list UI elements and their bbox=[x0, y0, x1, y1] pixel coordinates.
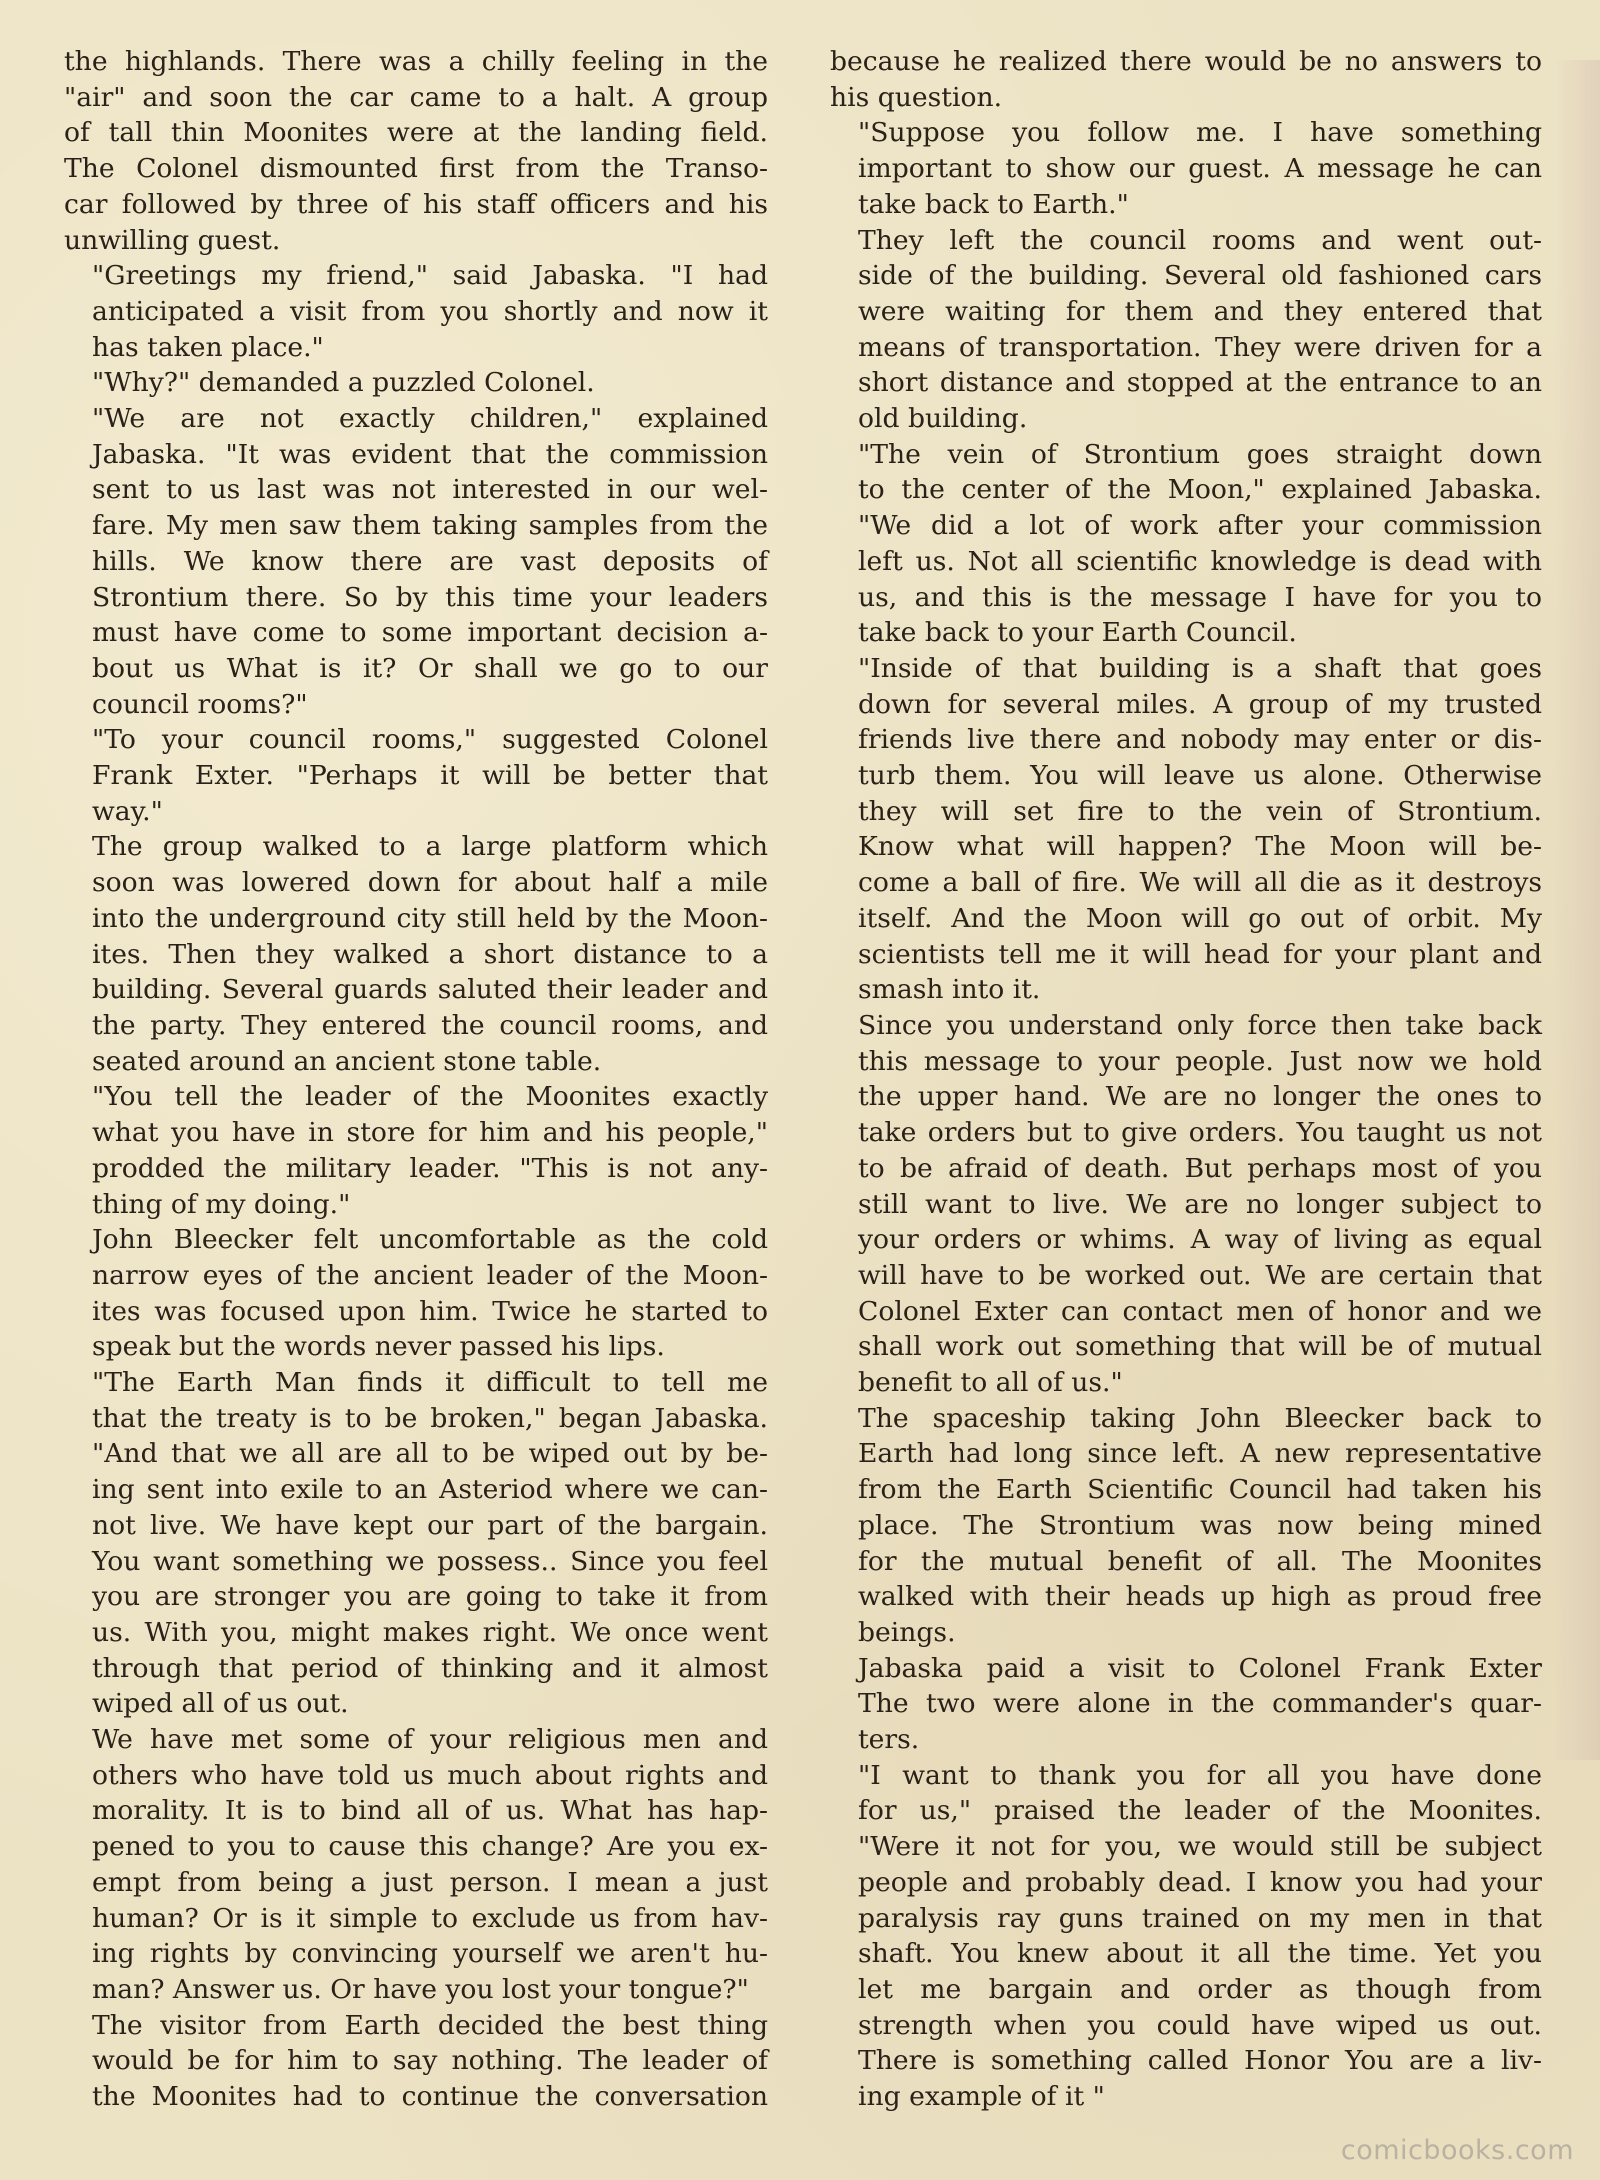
text-line: side of the building. Several old fashioned cars bbox=[858, 260, 1542, 292]
left-column-paragraph bbox=[64, 1222, 768, 1365]
text-line: "The Earth Man finds it difficult to tell me bbox=[92, 1367, 768, 1399]
text-line: scientists tell me it will head for your plant and bbox=[858, 938, 1542, 970]
text-line: benefit to all of us." bbox=[858, 1367, 1123, 1399]
text-line: from the Earth Scientific Council had taken his bbox=[858, 1474, 1542, 1506]
text-line: turb them. You will leave us alone. Otherwise bbox=[858, 760, 1542, 792]
text-line: council rooms?" bbox=[92, 688, 308, 720]
right-column-paragraph bbox=[830, 115, 1542, 222]
text-line: morality. It is to bind all of us. What has hap- bbox=[92, 1795, 768, 1827]
text-line: The visitor from Earth decided the best thing bbox=[92, 2009, 768, 2041]
text-line: anticipated a visit from you shortly and now it bbox=[92, 295, 768, 327]
text-line: still want to live. We are no longer subject to bbox=[858, 1188, 1542, 1220]
right-column-paragraph bbox=[830, 1401, 1542, 1651]
text-line: come a ball of fire. We will all die as it destroys bbox=[858, 867, 1542, 899]
text-line: human? Or is it simple to exclude us from hav- bbox=[92, 1902, 768, 1934]
left-column-paragraph bbox=[64, 1079, 768, 1222]
text-line: "Greetings my friend," said Jabaska. "I had bbox=[92, 260, 768, 292]
text-line: old building. bbox=[858, 403, 1028, 435]
text-line: Frank Exter. "Perhaps it will be better that bbox=[92, 760, 768, 792]
text-line: left us. Not all scientific knowledge is dead with bbox=[858, 545, 1542, 577]
text-line: us, and this is the message I have for you to bbox=[858, 581, 1542, 613]
text-line: take orders but to give orders. You taught us not bbox=[858, 1117, 1542, 1149]
text-line: bout us What is it? Or shall we go to our bbox=[92, 652, 768, 684]
text-line: ites was focused upon him. Twice he started to bbox=[92, 1295, 768, 1327]
right-column-paragraph bbox=[830, 651, 1542, 1008]
text-line: friends live there and nobody may enter or dis- bbox=[858, 724, 1542, 756]
text-line: Since you understand only force then take back bbox=[858, 1009, 1542, 1041]
text-line: wiped all of us out. bbox=[92, 1688, 349, 1720]
text-line: walked with their heads up high as proud free bbox=[858, 1581, 1542, 1613]
text-line: pened to you to cause this change? Are you ex- bbox=[92, 1831, 768, 1863]
text-line: We have met some of your religious men and bbox=[92, 1724, 768, 1756]
text-line: ing rights by convincing yourself we aren't hu- bbox=[92, 1938, 768, 1970]
text-line: must have come to some important decision a- bbox=[92, 617, 768, 649]
text-line: John Bleecker felt uncomfortable as the cold bbox=[92, 1224, 768, 1256]
text-line: has taken place." bbox=[92, 331, 324, 363]
text-line: place. The Strontium was now being mined bbox=[858, 1509, 1542, 1541]
left-column-paragraph bbox=[64, 2008, 768, 2115]
page-edge-shadow bbox=[1554, 60, 1600, 1760]
text-line: "We are not exactly children," explained bbox=[92, 403, 768, 435]
text-line: prodded the military leader. "This is not any- bbox=[92, 1152, 768, 1184]
text-line: car followed by three of his staff officers and his bbox=[64, 188, 768, 220]
right-column-paragraph bbox=[830, 1651, 1542, 1758]
text-line: others who have told us much about rights and bbox=[92, 1759, 768, 1791]
text-line: that the treaty is to be broken," began Jabaska. bbox=[92, 1402, 768, 1434]
text-line: to be afraid of death. But perhaps most of you bbox=[858, 1152, 1542, 1184]
text-line: seated around an ancient stone table. bbox=[92, 1045, 602, 1077]
text-line: unwilling guest. bbox=[64, 224, 281, 256]
text-line: through that period of thinking and it almost bbox=[92, 1652, 768, 1684]
text-line: "To your council rooms," suggested Colonel bbox=[92, 724, 768, 756]
text-line: "Inside of that building is a shaft that goes bbox=[858, 652, 1542, 684]
text-line: take back to your Earth Council. bbox=[858, 617, 1297, 649]
text-line: the party. They entered the council rooms, and bbox=[92, 1009, 768, 1041]
text-line: what you have in store for him and his people," bbox=[92, 1117, 768, 1149]
text-line: into the underground city still held by the Moon- bbox=[92, 902, 768, 934]
text-line: because he realized there would be no answers to bbox=[830, 46, 1542, 77]
left-column-paragraph bbox=[64, 1722, 768, 2008]
text-line: important to show our guest. A message he can bbox=[858, 153, 1542, 185]
text-line: people and probably dead. I know you had your bbox=[858, 1866, 1542, 1898]
text-line: Earth had long since left. A new representative bbox=[858, 1438, 1542, 1470]
text-line: narrow eyes of the ancient leader of the Moon- bbox=[92, 1259, 768, 1291]
text-line: the Moonites had to continue the conversation bbox=[92, 2081, 768, 2113]
text-line: strength when you could have wiped us out. bbox=[858, 2009, 1542, 2041]
text-line: itself. And the Moon will go out of orbit. My bbox=[858, 902, 1542, 934]
text-line: down for several miles. A group of my trusted bbox=[858, 688, 1542, 720]
right-column-paragraph bbox=[830, 437, 1542, 651]
text-line: not live. We have kept our part of the bargain. bbox=[92, 1509, 768, 1541]
text-line: ing sent into exile to an Asteriod where we can- bbox=[92, 1474, 768, 1506]
text-line: Strontium there. So by this time your leaders bbox=[92, 581, 768, 613]
left-column-paragraph bbox=[64, 1365, 768, 1722]
text-line: "I want to thank you for all you have done bbox=[858, 1759, 1542, 1791]
text-line: beings. bbox=[858, 1616, 956, 1648]
text-line: speak but the words never passed his lips. bbox=[92, 1331, 665, 1363]
right-column-paragraph bbox=[830, 1758, 1542, 2115]
text-line: take back to Earth." bbox=[858, 188, 1129, 220]
text-line: "air" and soon the car came to a halt. A group bbox=[64, 81, 768, 113]
text-line: smash into it. bbox=[858, 974, 1041, 1006]
right-column-paragraph bbox=[830, 1008, 1542, 1401]
right-column-paragraph bbox=[830, 223, 1542, 437]
text-line: shaft. You knew about it all the time. Yet you bbox=[858, 1938, 1542, 1970]
text-line: paralysis ray guns trained on my men in that bbox=[858, 1902, 1542, 1934]
text-line: building. Several guards saluted their leader and bbox=[92, 974, 768, 1006]
text-line: let me bargain and order as though from bbox=[858, 1973, 1542, 2005]
text-line: "Were it not for you, we would still be subject bbox=[858, 1831, 1542, 1863]
text-line: The group walked to a large platform which bbox=[92, 831, 768, 863]
text-line: There is something called Honor You are a liv- bbox=[858, 2045, 1542, 2077]
text-line: Know what will happen? The Moon will be- bbox=[858, 831, 1542, 863]
text-line: for us," praised the leader of the Moonites. bbox=[858, 1795, 1542, 1827]
left-column-paragraph bbox=[64, 365, 768, 401]
text-line: empt from being a just person. I mean a just bbox=[92, 1866, 768, 1898]
text-line: "Why?" demanded a puzzled Colonel. bbox=[92, 367, 595, 399]
text-line: for the mutual benefit of all. The Moonites bbox=[858, 1545, 1542, 1577]
text-line: way." bbox=[92, 795, 163, 827]
text-line: to the center of the Moon," explained Jabaska. bbox=[858, 474, 1542, 506]
text-line: the upper hand. We are no longer the ones to bbox=[858, 1081, 1542, 1113]
text-line: Jabaska. "It was evident that the commission bbox=[92, 438, 768, 470]
text-line: The spaceship taking John Bleecker back to bbox=[858, 1402, 1542, 1434]
text-line: thing of my doing." bbox=[92, 1188, 351, 1220]
text-line: means of transportation. They were driven for a bbox=[858, 331, 1542, 363]
text-line: "The vein of Strontium goes straight down bbox=[858, 438, 1542, 470]
text-line: the highlands. There was a chilly feeling in the bbox=[64, 46, 768, 77]
text-line: shall work out something that will be of mutual bbox=[858, 1331, 1542, 1363]
text-line: "We did a lot of work after your commission bbox=[858, 510, 1542, 542]
text-line: Colonel Exter can contact men of honor and we bbox=[858, 1295, 1542, 1327]
text-line: The Colonel dismounted first from the Transo- bbox=[64, 153, 768, 185]
text-line: short distance and stopped at the entrance to an bbox=[858, 367, 1542, 399]
text-line: us. With you, might makes right. We once went bbox=[92, 1616, 768, 1648]
text-line: man? Answer us. Or have you lost your tongue?" bbox=[92, 1973, 749, 2005]
text-line: of tall thin Moonites were at the landing field. bbox=[64, 117, 768, 149]
text-line: will have to be worked out. We are certain that bbox=[858, 1259, 1542, 1291]
left-column-paragraph bbox=[64, 401, 768, 722]
text-line: your orders or whims. A way of living as equal bbox=[858, 1224, 1542, 1256]
left-column bbox=[64, 44, 768, 2115]
text-line: You want something we possess.. Since you feel bbox=[92, 1545, 768, 1577]
text-line: hills. We know there are vast deposits of bbox=[92, 545, 768, 577]
text-line: ing example of it " bbox=[858, 2081, 1105, 2113]
left-column-paragraph bbox=[64, 722, 768, 829]
text-line: were waiting for them and they entered that bbox=[858, 295, 1542, 327]
text-line: "You tell the leader of the Moonites exactly bbox=[92, 1081, 768, 1113]
text-line: "And that we all are all to be wiped out by be- bbox=[92, 1438, 768, 1470]
left-column-paragraph bbox=[64, 829, 768, 1079]
text-line: soon was lowered down for about half a mile bbox=[92, 867, 768, 899]
watermark: comicbooks.com bbox=[1340, 2135, 1574, 2166]
text-line: this message to your people. Just now we hold bbox=[858, 1045, 1542, 1077]
left-column-paragraph bbox=[64, 44, 768, 258]
text-line: sent to us last was not interested in our wel- bbox=[92, 474, 768, 506]
left-column-paragraph bbox=[64, 258, 768, 365]
right-column bbox=[830, 44, 1542, 2115]
text-line: fare. My men saw them taking samples from the bbox=[92, 510, 768, 542]
text-line: his question. bbox=[830, 81, 1003, 113]
right-column-paragraph bbox=[830, 44, 1542, 115]
text-line: Jabaska paid a visit to Colonel Frank Exter bbox=[858, 1652, 1542, 1684]
text-line: ites. Then they walked a short distance to a bbox=[92, 938, 768, 970]
text-line: "Suppose you follow me. I have something bbox=[858, 117, 1542, 149]
text-line: ters. bbox=[858, 1724, 920, 1756]
text-line: They left the council rooms and went out- bbox=[858, 224, 1542, 256]
text-line: would be for him to say nothing. The leader of bbox=[92, 2045, 768, 2077]
text-line: you are stronger you are going to take it from bbox=[92, 1581, 768, 1613]
text-line: they will set fire to the vein of Strontium. bbox=[858, 795, 1542, 827]
text-line: The two were alone in the commander's quar- bbox=[858, 1688, 1542, 1720]
